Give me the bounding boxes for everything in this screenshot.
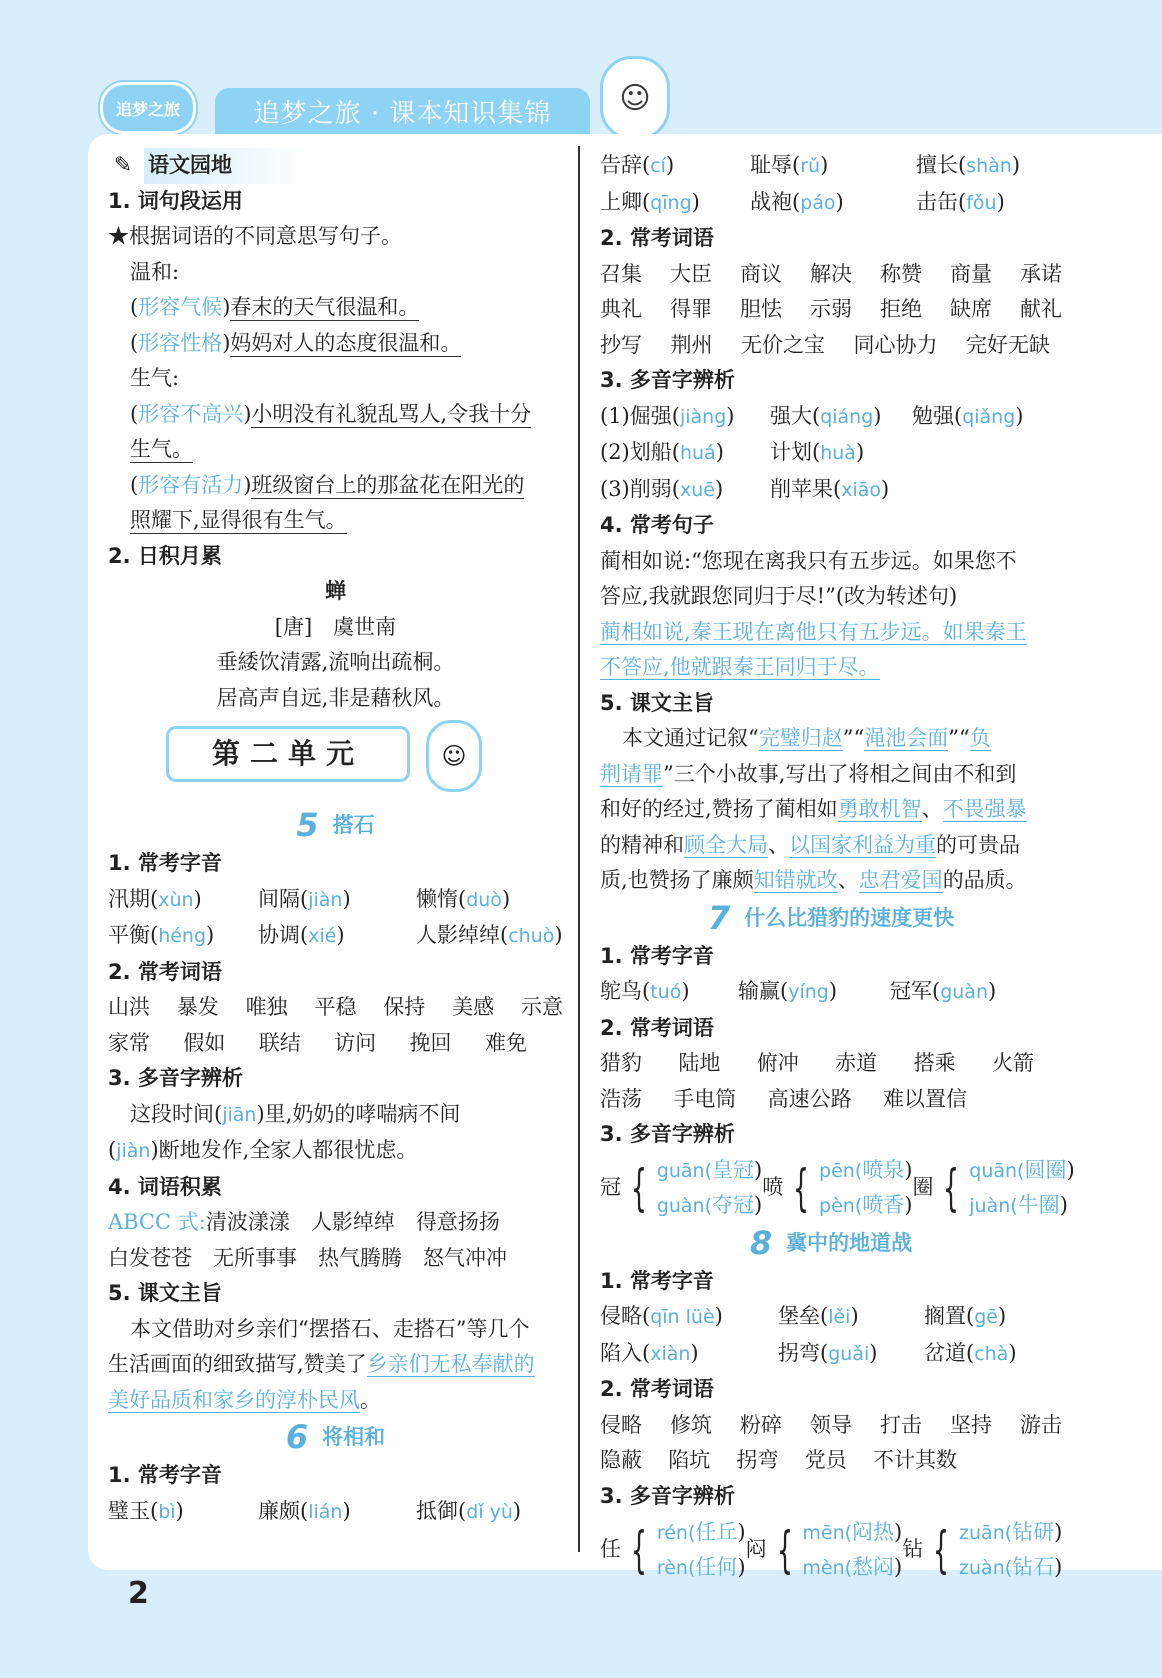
theme-text: 质,也赞扬了廉颇知错就改、忠君爱国的品质。 <box>600 868 1027 892</box>
abcc-label: ABCC 式: <box>108 1210 206 1234</box>
pinyin-item: 协调(xié) <box>258 923 345 947</box>
sentence: (形容性格)妈妈对人的态度很温和。 <box>130 330 462 355</box>
lesson-name: 什么比猎豹的速度更快 <box>744 905 955 930</box>
heading: 2. 常考词语 <box>108 959 222 984</box>
task <box>108 219 563 255</box>
left-column <box>108 148 563 1530</box>
heading: 1. 常考字音 <box>600 1268 714 1293</box>
lesson-number: 6 <box>285 1418 309 1457</box>
answer: 蔺相如说,秦王现在离他只有五步远。如果秦王 <box>600 619 1027 644</box>
word-row <box>108 990 563 1026</box>
theme-text: 和好的经过,赞扬了蔺相如勇敢机智、不畏强暴 <box>600 797 1027 821</box>
word: 示意 <box>520 995 563 1019</box>
answer: 照耀下,显得很有生气。 <box>130 508 347 532</box>
pinyin-row: 侵略(qīn lüè) 堡垒(lěi) 搁置(gē) <box>600 1304 1007 1328</box>
word: 假如 <box>183 1030 226 1055</box>
column-divider <box>578 146 580 1552</box>
polyphone-group: 喷 { pēn(喷泉) pèn(喷香) <box>762 1158 913 1217</box>
pinyin-row <box>600 148 1062 185</box>
heading: 5. 课文主旨 <box>108 1281 222 1305</box>
theme-text: 本文借助对乡亲们“摆搭石、走搭石”等几个 <box>130 1316 530 1341</box>
pinyin-item: 廉颇(lián) <box>258 1498 351 1523</box>
pinyin-row <box>108 918 563 955</box>
polyphone-sentence: (jiàn)断地发作,全家人都很忧虑。 <box>108 1138 418 1162</box>
heading: 1. 常考字音 <box>108 851 222 875</box>
lesson-number: 8 <box>749 1223 773 1262</box>
pinyin-row <box>108 1494 563 1531</box>
heading: 4. 词语积累 <box>108 1174 222 1199</box>
word-row: 浩荡 手电筒 高速公路 难以置信 <box>600 1086 967 1111</box>
pinyin-item: 懒惰(duò) <box>416 886 511 911</box>
polyphone-group-row <box>600 1153 1075 1224</box>
word-row: 典礼 得罪 胆怯 示弱 拒绝 缺席 献礼 <box>600 297 1062 321</box>
pinyin-item: 告辞(cí) <box>600 153 675 177</box>
pinyin-item: 上卿(qīng) <box>600 189 700 214</box>
mascot-icon: ☺ <box>600 56 670 140</box>
section-title: 语文园地 <box>144 148 312 184</box>
polyphone-group: 任 { rén(任丘) rèn(任何) <box>600 1519 746 1579</box>
word-row <box>108 1026 563 1062</box>
answer: 妈妈对人的态度很温和。 <box>230 330 462 355</box>
polyphone-group: 冠 { guān(皇冠) guàn(夺冠) <box>600 1158 763 1217</box>
poem-title: 蝉 <box>325 579 346 603</box>
word-row: 猎豹 陆地 俯冲 赤道 搭乘 火箭 <box>600 1051 1034 1075</box>
lesson-title <box>108 806 563 846</box>
theme-text: 荆请罪”三个小故事,写出了将相之间由不和到 <box>600 761 1017 786</box>
pinyin-item: 擅长(shàn) <box>916 153 1021 177</box>
meaning: 形容有活力 <box>138 472 244 497</box>
pinyin-item: 人影绰绰(chuò) <box>416 923 563 947</box>
pinyin-row <box>108 882 563 919</box>
pinyin-item: 璧玉(bì) <box>108 1498 184 1523</box>
word: 山洪 <box>108 995 150 1019</box>
heading: 1. 常考字音 <box>600 943 714 968</box>
pinyin-item: 耻辱(rǔ) <box>750 153 829 177</box>
question: 答应,我就跟您同归于尽!”(改为转述句) <box>600 584 958 608</box>
answer: 班级窗台上的那盆花在阳光的 <box>251 472 525 497</box>
lesson-name: 搭石 <box>332 813 375 838</box>
pinyin-item: 击缶(fǒu) <box>916 189 1005 214</box>
polyphone-row: (3)削弱(xuē) 削苹果(xiāo) <box>600 476 890 501</box>
pinyin-row <box>600 185 1062 222</box>
heading: 3. 多音字辨析 <box>600 1483 735 1508</box>
polyphone-row: (2)划船(huá) 计划(huà) <box>600 440 865 464</box>
lesson-title <box>600 1224 1062 1264</box>
pinyin-row: 陷入(xiàn) 拐弯(guǎi) 岔道(chà) <box>600 1340 1017 1365</box>
word: 保持 <box>383 995 426 1019</box>
brand-logo: 追梦之旅 <box>100 82 196 134</box>
heading: 3. 多音字辨析 <box>600 368 735 392</box>
pinyin-item: 抵御(dǐ yù) <box>416 1498 522 1523</box>
unit-title: 第二单元 <box>166 726 410 782</box>
abcc-row: 白发苍苍 无所事事 热气腾腾 怒气冲冲 <box>108 1245 507 1270</box>
lesson-title <box>108 1418 563 1458</box>
word: 挽回 <box>409 1030 452 1055</box>
mascot-icon: ☺ <box>426 720 482 792</box>
word: 唯独 <box>245 995 288 1019</box>
sentence-cont <box>108 503 563 539</box>
lesson-title <box>600 899 1062 939</box>
task-text: ★根据词语的不同意思写句子。 <box>108 224 402 248</box>
question: 蔺相如说:“您现在离我只有五步远。如果您不 <box>600 548 1017 573</box>
meaning: 形容不高兴 <box>138 401 244 426</box>
poem-line: 居高声自远,非是藉秋风。 <box>216 685 455 710</box>
word: 难免 <box>484 1030 527 1055</box>
word: 访问 <box>334 1030 377 1055</box>
word-label: 生气: <box>130 366 180 390</box>
pinyin-item: 战袍(páo) <box>750 189 844 214</box>
section-yuwen-yuandi <box>108 148 563 184</box>
polyphone-group: 圈 { quān(圆圈) juàn(牛圈) <box>912 1158 1075 1217</box>
answer: 小明没有礼貌乱骂人,令我十分 <box>251 401 532 426</box>
heading: 2. 日积月累 <box>108 543 222 568</box>
word: 家常 <box>108 1030 150 1055</box>
answer: 美好品质和家乡的淳朴民风 <box>108 1387 360 1412</box>
abcc-words: 清波漾漾 人影绰绰 得意扬扬 <box>205 1210 500 1234</box>
polyphone-group: 闷 { mēn(闷热) mèn(愁闷) <box>745 1519 903 1579</box>
abcc-row <box>108 1205 563 1241</box>
heading: 2. 常考词语 <box>600 226 714 250</box>
lesson-number: 7 <box>707 898 731 937</box>
answer: 生气。 <box>130 437 193 461</box>
lesson-name: 冀中的地道战 <box>786 1230 913 1255</box>
sentence: (形容不高兴)小明没有礼貌乱骂人,令我十分 <box>130 401 532 426</box>
word: 联结 <box>258 1030 301 1055</box>
poem-line: 垂緌饮清露,流响出疏桐。 <box>216 650 455 674</box>
unit-banner <box>108 716 563 806</box>
meaning: 形容气候 <box>138 295 223 319</box>
polyphone-group-row <box>600 1514 1062 1585</box>
heading: 4. 常考句子 <box>600 513 714 537</box>
pinyin-row: 鸵鸟(tuó) 输赢(yíng) 冠军(guàn) <box>600 979 997 1003</box>
word-label: 温和: <box>130 259 180 284</box>
answer: 春末的天气很温和。 <box>230 295 420 319</box>
word-row: 召集 大臣 商议 解决 称赞 商量 承诺 <box>600 261 1062 286</box>
polyphone-row: (1)倔强(jiàng) 强大(qiáng) 勉强(qiǎng) <box>600 403 1024 428</box>
meaning: 形容性格 <box>138 330 223 355</box>
word-row: 侵略 修筑 粉碎 领导 打击 坚持 游击 <box>600 1412 1062 1437</box>
polyphone-group: 钻 { zuān(钻研) zuàn(钻石) <box>902 1519 1063 1579</box>
theme-text: 本文通过记叙“完璧归赵”“渑池会面”“负 <box>622 726 991 750</box>
theme-text: 美好品质和家乡的淳朴民风。 <box>108 1387 381 1412</box>
heading: 5. 课文主旨 <box>600 690 714 715</box>
heading: 3. 多音字辨析 <box>600 1122 735 1146</box>
answer: 不答应,他就跟秦王同归于尽。 <box>600 655 880 679</box>
heading: 3. 多音字辨析 <box>108 1066 243 1090</box>
sentence: (形容有活力)班级窗台上的那盆花在阳光的 <box>130 472 525 497</box>
pinyin-item: 平衡(héng) <box>108 923 215 947</box>
heading: 1. 常考字音 <box>108 1463 222 1487</box>
sentence-cont <box>108 432 563 468</box>
header-banner: 追梦之旅 · 课本知识集锦 <box>215 88 590 134</box>
polyphone-sentence: 这段时间(jiān)里,奶奶的哮喘病不间 <box>130 1101 461 1126</box>
heading: 2. 常考词语 <box>600 1015 714 1040</box>
poem-author: [唐] 虞世南 <box>274 614 397 639</box>
lesson-name: 将相和 <box>322 1425 386 1450</box>
answer: 乡亲们无私奉献的 <box>366 1352 535 1376</box>
mascot-small-icon: ✎ <box>113 152 133 178</box>
pinyin-item: 间隔(jiàn) <box>258 886 351 911</box>
page-number: 2 <box>128 1576 149 1611</box>
sentence: (形容气候)春末的天气很温和。 <box>130 295 420 319</box>
heading: 2. 常考词语 <box>600 1377 714 1401</box>
theme-text: 生活画面的细致描写,赞美了乡亲们无私奉献的 <box>108 1352 535 1376</box>
word-row: 隐蔽 陷坑 拐弯 党员 不计其数 <box>600 1448 957 1472</box>
word: 暴发 <box>176 995 219 1019</box>
lesson-number: 5 <box>296 806 319 845</box>
word: 平稳 <box>314 995 357 1019</box>
right-column <box>600 148 1075 1585</box>
page-header <box>0 0 1162 140</box>
theme-text: 的精神和顾全大局、以国家利益为重的可贵品 <box>600 832 1020 857</box>
word: 美感 <box>452 995 495 1019</box>
word-row: 抄写 荆州 无价之宝 同心协力 完好无缺 <box>600 332 1050 357</box>
pinyin-item: 汛期(xùn) <box>108 886 202 911</box>
heading: 1. 词句段运用 <box>108 188 243 213</box>
